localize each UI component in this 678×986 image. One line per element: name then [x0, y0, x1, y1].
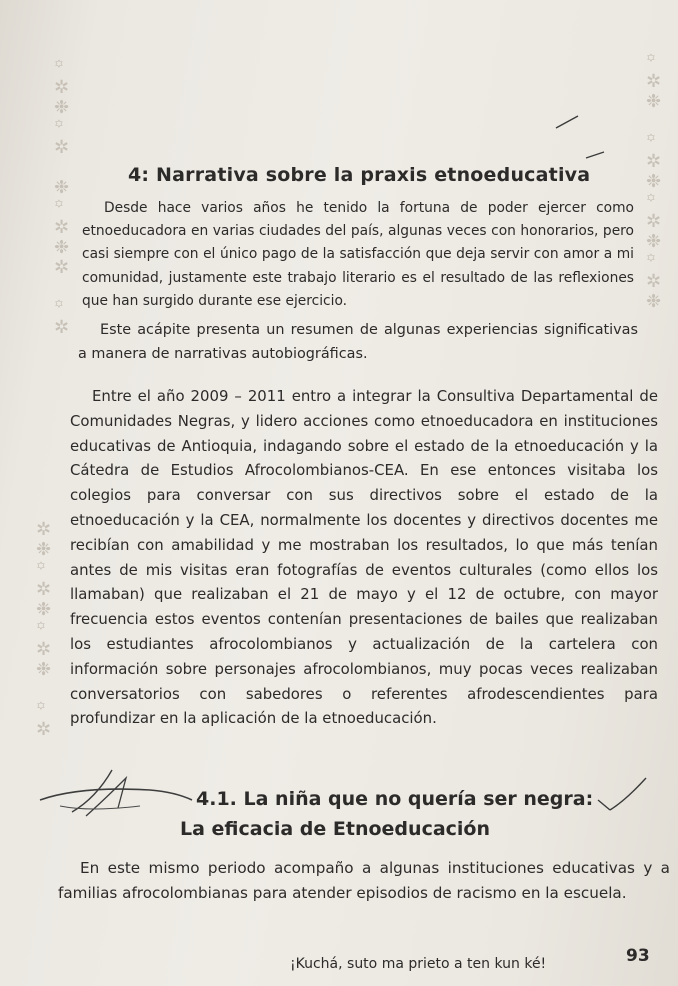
- section-heading: [128, 164, 590, 186]
- section-number: 4:: [128, 164, 150, 186]
- paragraph: Este acápite presenta un resumen de algunas experiencias significativas a manera de narrativas autobiográficas.: [78, 322, 638, 362]
- page-number: 93: [626, 946, 650, 966]
- pen-scribble: [60, 806, 140, 809]
- check-mark: [610, 778, 646, 810]
- bleed-through-ornaments-right: ꙳ ✲ ❉ ꙳ ✲ ❉ ꙳ ✲ ❉ ꙳ ✲ ❉: [646, 51, 662, 312]
- subsection-title: La niña que no quería ser negra:: [243, 788, 594, 810]
- pen-arrow-mark: [40, 789, 192, 800]
- bleed-through-ornaments-left-lower: ✲ ❉ ꙳ ✲ ❉ ꙳ ✲ ❉ ꙳ ✲: [36, 519, 52, 740]
- subsection-heading: [196, 788, 593, 810]
- section-title: Narrativa sobre la praxis etnoeducativa: [156, 164, 591, 186]
- footer-motto: ¡Kuchá, suto ma prieto a ten kun ké!: [290, 956, 547, 972]
- pen-tick-mark: [586, 152, 604, 158]
- subsection-number: 4.1.: [196, 788, 237, 810]
- subsection-subtitle: La eficacia de Etnoeducación: [180, 818, 491, 840]
- paragraph: En este mismo periodo acompaño a algunas instituciones educativas y a familias afrocolombianas para atender episodios de racismo en la escuela.: [58, 859, 670, 902]
- check-mark: [598, 800, 610, 810]
- paragraph: Entre el año 2009 – 2011 entro a integrar la Consultiva Departamental de Comunidades Negras, y lidero acciones como etnoeducadora en instituciones educativas de Antioquia, indagando sobre el estado de la etnoeducación y la Cátedra de Estudios Afrocolombianos-CEA. En ese entonces visitaba los colegios para conversar con sus directivos sobre el estado de la etnoeducación y la CEA, normalmente los docentes y directivos docentes me recibían con amabilidad y me mostraban los resultados, lo que más tenían antes de mis visitas eran fotografías de eventos culturales (como ellos los llamaban) que realizaban el 21 de mayo y el 12 de octubre, con mayor frecuencia estos eventos contenían presentaciones de bailes que realizaban los estudiantes afrocolombianos y actualización de la cartelera con información sobre personajes afrocolombianos, muy pocas veces realizaban conversatorios con sabedores o referentes afrodescendientes para profundizar en la aplicación de la etnoeducación.: [70, 387, 658, 728]
- paragraph: Desde hace varios años he tenido la fortuna de poder ejercer como etnoeducadora en varias ciudades del país, algunas veces con honorarios, pero casi siempre con el único pago de la satisfacción que deja servir con amor a mi comunidad, justamente este trabajo literario es el resultado de las reflexiones que han surgido durante ese ejercicio.: [82, 200, 634, 309]
- pen-tick-mark: [556, 116, 578, 128]
- bleed-through-ornaments-left: ꙳ ✲ ❉ ꙳ ✲ ❉ ꙳ ✲ ❉ ✲ ꙳ ✲: [54, 57, 70, 338]
